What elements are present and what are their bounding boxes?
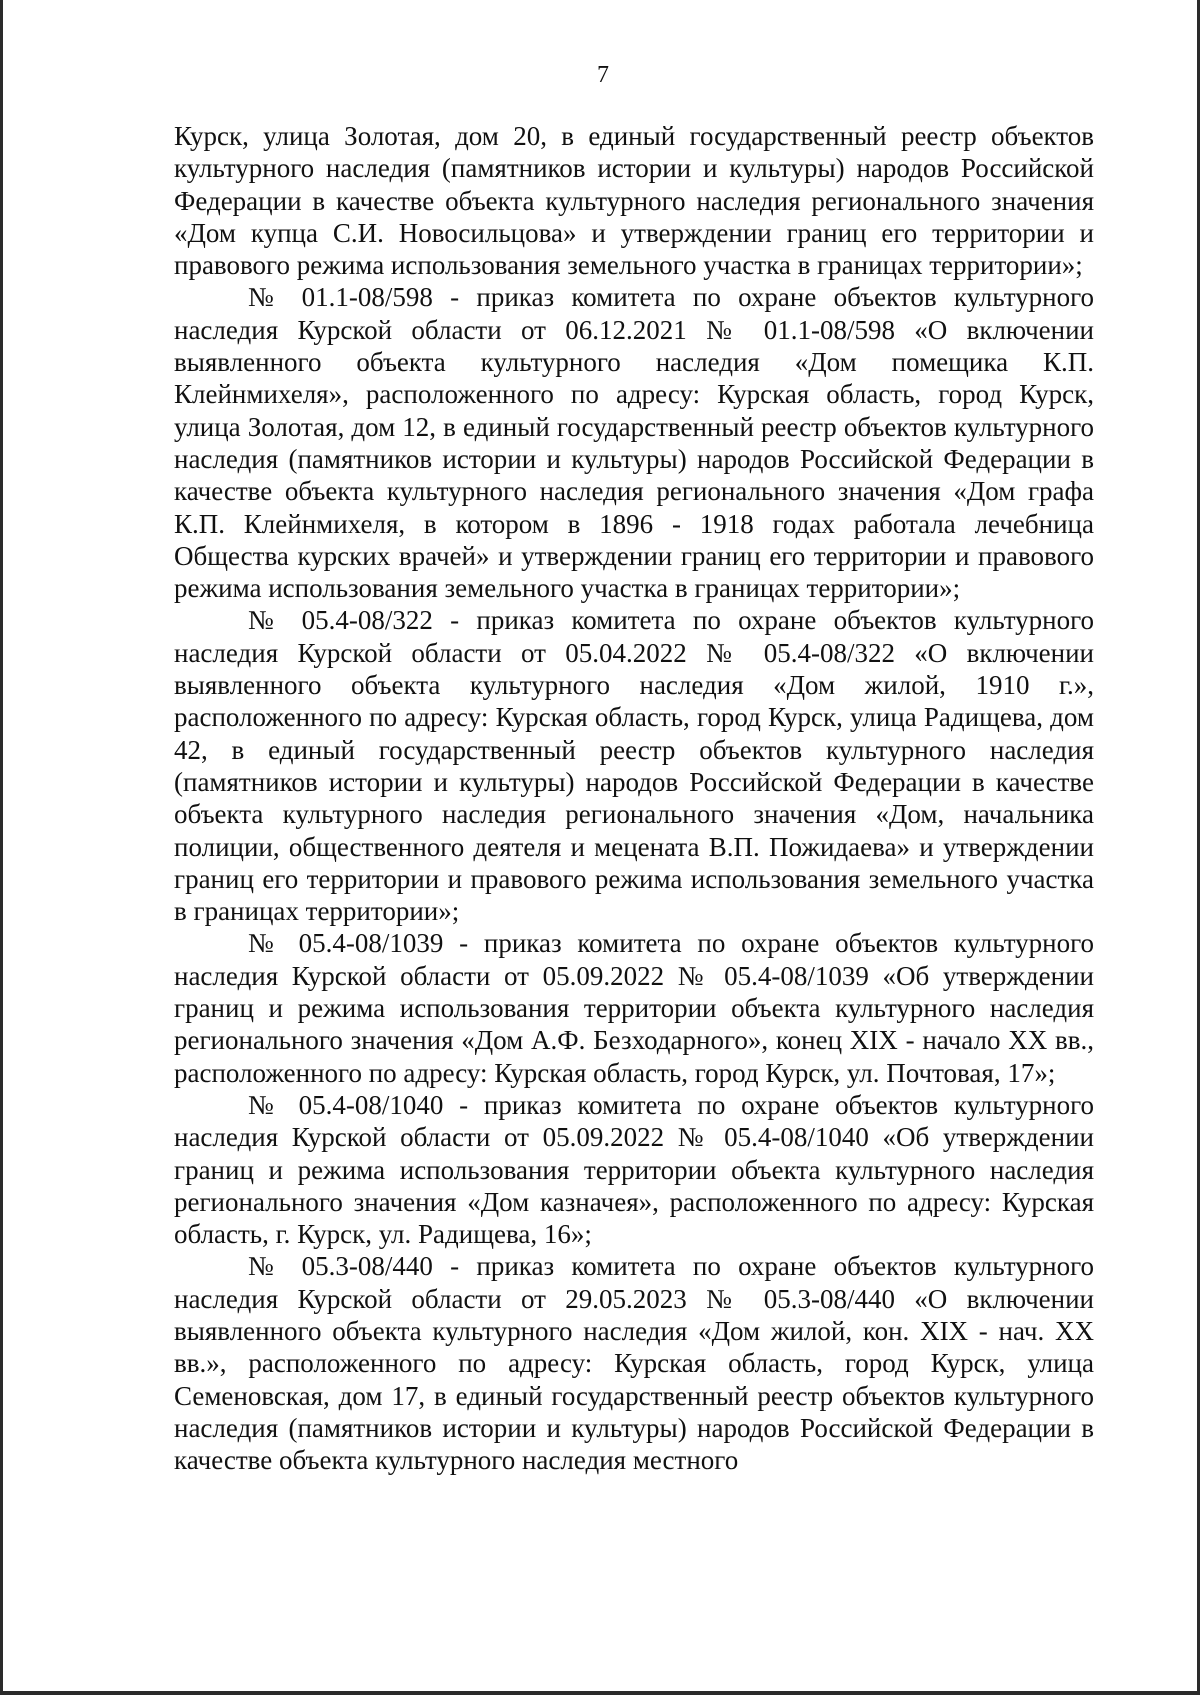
paragraph-order-05-4-08-1039: № 05.4-08/1039 - приказ комитета по охране объектов культурного наследия Курской области от 05.09.2022 № 05.4-08/1039 «Об утверждении границ и режима использования территории объекта культурного наследия регионального значения «Дом А.Ф. Безходарного», конец XIX - начало XX вв., расположенного по адресу: Курская область, город Курск, ул. Почтовая, 17»; [174, 928, 1094, 1088]
page-number: 7 [597, 62, 609, 88]
paragraph-continuation: Курск, улица Золотая, дом 20, в единый государственный реестр объектов культурного наследия (памятников истории и культуры) народов Российской Федерации в качестве объекта культурного наследия регионального значения «Дом купца С.И. Новосильцова» и утверждении границ его территории и правового режима использования земельного участка в границах территории»; [174, 121, 1094, 281]
paragraph-order-01-1-08-598: № 01.1-08/598 - приказ комитета по охране объектов культурного наследия Курской области от 06.12.2021 № 01.1-08/598 «О включении выявленного объекта культурного наследия «Дом помещика К.П. Клейнмихеля», расположенного по адресу: Курская область, город Курск, улица Золотая, дом 12, в единый государственный реестр объектов культурного наследия (памятников истории и культуры) народов Российской Федерации в качестве объекта культурного наследия регионального значения «Дом графа К.П. Клейнмихеля, в котором в 1896 - 1918 годах работала лечебница Общества курских врачей» и утверждении границ его территории и правового режима использования земельного участка в границах территории»; [174, 282, 1094, 604]
paragraph-order-05-3-08-440: № 05.3-08/440 - приказ комитета по охране объектов культурного наследия Курской области от 29.05.2023 № 05.3-08/440 «О включении выявленного объекта культурного наследия «Дом жилой, кон. XIX - нач. XX вв.», расположенного по адресу: Курская область, город Курск, улица Семеновская, дом 17, в единый государственный реестр объектов культурного наследия (памятников истории и культуры) народов Российской Федерации в качестве объекта культурного наследия местного [174, 1251, 1094, 1476]
document-body [174, 120, 1094, 1476]
paragraph-order-05-4-08-322: № 05.4-08/322 - приказ комитета по охране объектов культурного наследия Курской области от 05.04.2022 № 05.4-08/322 «О включении выявленного объекта культурного наследия «Дом жилой, 1910 г.», расположенного по адресу: Курская область, город Курск, улица Радищева, дом 42, в единый государственный реестр объектов культурного наследия (памятников истории и культуры) народов Российской Федерации в качестве объекта культурного наследия регионального значения «Дом, начальника полиции, общественного деятеля и мецената В.П. Пожидаева» и утверждении границ его территории и правового режима использования земельного участка в границах территории»; [174, 605, 1094, 927]
paragraph-order-05-4-08-1040: № 05.4-08/1040 - приказ комитета по охране объектов культурного наследия Курской области от 05.09.2022 № 05.4-08/1040 «Об утверждении границ и режима использования территории объекта культурного наследия регионального значения «Дом казначея», расположенного по адресу: Курская область, г. Курск, ул. Радищева, 16»; [174, 1089, 1094, 1250]
